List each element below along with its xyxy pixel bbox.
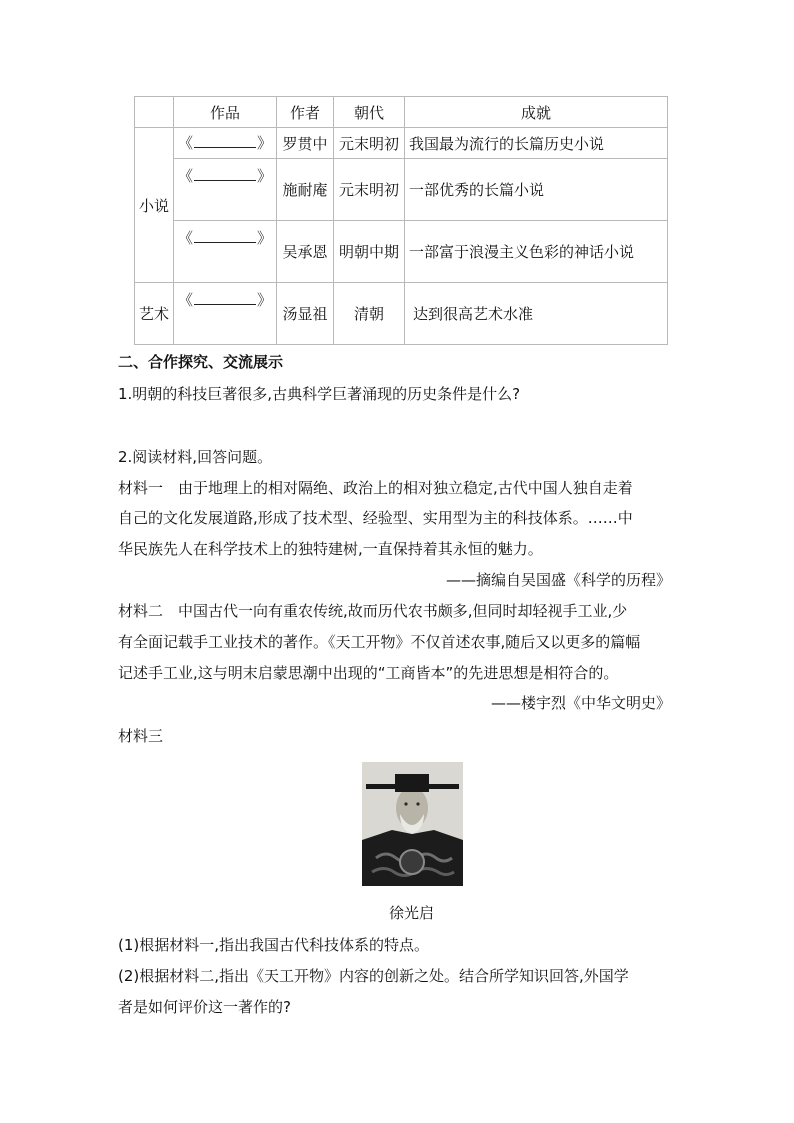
material-2-source: ——楼宇烈《中华文明史》 [490,694,671,712]
table-row [135,159,668,221]
sub-question-1: (1)根据材料一,指出我国古代科技体系的特点。 [118,936,430,954]
author-cell: 吴承恩 [277,221,334,283]
dynasty-cell: 明朝中期 [334,221,405,283]
table-row [135,283,668,345]
photo-caption: 徐光启 [389,904,435,922]
bracket-open: 《 [178,291,194,309]
answer-blank[interactable] [194,167,256,181]
work-blank-cell [174,128,277,159]
sub-question-2-line: 者是如何评价这一著作的? [118,998,291,1016]
table-row [135,221,668,283]
dynasty-cell: 元末明初 [334,128,405,159]
table-header-row [135,97,668,128]
bracket-close: 》 [257,229,273,247]
author-cell: 汤显祖 [277,283,334,345]
bracket-close: 》 [257,134,273,152]
achievement-cell: 一部富于浪漫主义色彩的神话小说 [405,221,668,283]
author-cell: 施耐庵 [277,159,334,221]
sub-question-2-line: (2)根据材料二,指出《天工开物》内容的创新之处。结合所学知识回答,外国学 [118,967,629,985]
material-1-source: ——摘编自吴国盛《科学的历程》 [445,571,671,589]
work-blank-cell [174,221,277,283]
dynasty-cell: 元末明初 [334,159,405,221]
material-1-line: 自己的文化发展道路,形成了技术型、经验型、实用型为主的科技体系。……中 [118,509,633,527]
question-1: 1.明朝的科技巨著很多,古典科学巨著涌现的历史条件是什么? [118,385,521,403]
table-row [135,128,668,159]
work-blank-cell [174,159,277,221]
material-2-line: 材料二 中国古代一向有重农传统,故而历代农书颇多,但同时却轻视手工业,少 [118,602,628,620]
question-2: 2.阅读材料,回答问题。 [118,448,273,466]
achievement-cell: 我国最为流行的长篇历史小说 [405,128,668,159]
material-2-line: 记述手工业,这与明末启蒙思潮中出现的“工商皆本”的先进思想是相符合的。 [118,664,619,682]
achievement-cell: 达到很高艺术水准 [405,283,668,345]
material-3-label: 材料三 [118,727,164,745]
table-corner-cell [135,97,174,128]
dynasty-cell: 清朝 [334,283,405,345]
section-heading: 二、合作探究、交流展示 [118,353,284,371]
author-cell: 罗贯中 [277,128,334,159]
bracket-open: 《 [178,167,194,185]
work-blank-cell [174,283,277,345]
header-achievement: 成就 [405,97,668,128]
achievement-cell: 一部优秀的长篇小说 [405,159,668,221]
header-dynasty: 朝代 [334,97,405,128]
portrait-image [362,762,463,886]
bracket-open: 《 [178,229,194,247]
answer-blank[interactable] [194,229,256,243]
answer-blank[interactable] [194,291,256,305]
works-table [134,96,668,345]
xu-guangqi-portrait [362,762,463,886]
bracket-open: 《 [178,134,194,152]
header-work: 作品 [174,97,277,128]
category-art: 艺术 [135,283,174,345]
material-2-line: 有全面记载手工业技术的著作。《天工开物》不仅首述农事,随后又以更多的篇幅 [118,633,641,651]
category-novel: 小说 [135,128,174,283]
header-author: 作者 [277,97,334,128]
material-1-line: 华民族先人在科学技术上的独特建树,一直保持着其永恒的魅力。 [118,540,543,558]
bracket-close: 》 [257,291,273,309]
material-1-line: 材料一 由于地理上的相对隔绝、政治上的相对独立稳定,古代中国人独自走着 [118,479,633,497]
answer-blank[interactable] [194,134,256,148]
bracket-close: 》 [257,167,273,185]
